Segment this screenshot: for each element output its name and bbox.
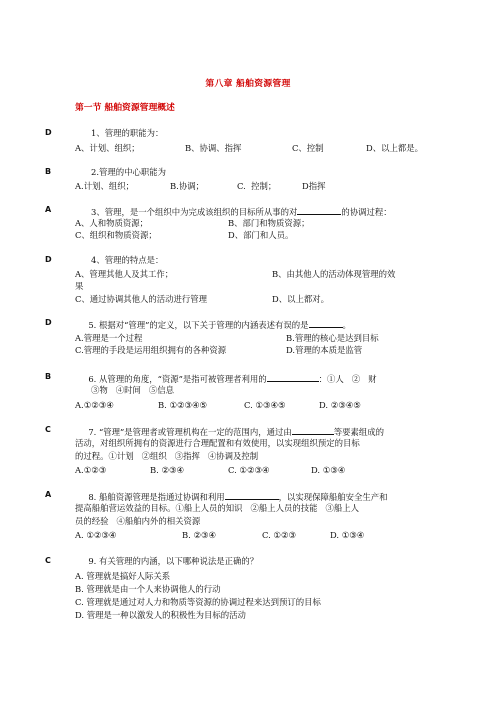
option-a: A.计划、组织； <box>75 181 134 191</box>
option-d: D. ②③④⑤ <box>319 400 361 410</box>
option-a: A.管理是一个过程 <box>75 333 143 343</box>
option-a: A、管理其他人及其工作； <box>75 269 174 279</box>
option-d: D、以上都对。 <box>272 294 329 304</box>
option-b: B.管理的核心是达到目标 <box>286 333 379 343</box>
option-b: B. 管理就是由一个人来协调他人的行动 <box>75 584 221 594</box>
question-stem-line3: 员的经验 ④船舶内外的相关资源 <box>75 516 201 526</box>
option-c: C. 管理就是通过对人力和物质等资源的协调过程来达到预订的目标 <box>75 597 321 607</box>
option-a: A. 管理就是搞好人际关系 <box>75 571 171 581</box>
fill-blank <box>225 490 279 500</box>
answer-key: C <box>45 556 51 565</box>
option-a: A.①②③④ <box>75 400 114 410</box>
question-stem-line2: 提高船舶营运效益的目标。①船上人员的知识 ②船上人员的技能 ③船上人 <box>75 503 359 513</box>
answer-key: B <box>45 167 52 176</box>
option-c: C. ①②③ <box>262 530 296 540</box>
answer-key: B <box>45 372 52 381</box>
question-stem: 9. 有关管理的内涵，以下哪种说法是正确的？ <box>88 556 259 566</box>
answer-key: D <box>45 255 52 264</box>
question-stem: 6. 从管理的角度，“资源”是指可被管理者利用的 ：①人 ② 财 <box>88 374 377 384</box>
option-b: B.协调； <box>170 181 204 191</box>
option-d: D指挥 <box>302 181 326 191</box>
answer-key: C <box>45 425 51 434</box>
fill-blank <box>267 372 319 382</box>
option-b-continued: 果 <box>75 281 84 291</box>
answer-key: A <box>45 490 52 499</box>
section-title: 第一节 船舶资源管理概述 <box>75 103 175 113</box>
option-d: D.管理的本质是监管 <box>286 345 363 355</box>
question-stem-line2: ③物 ④时间 ⑤信息 <box>91 385 174 395</box>
question-stem: 1、管理的职能为： <box>91 128 164 138</box>
option-b: B、部门和物质资源； <box>228 218 310 228</box>
chapter-title: 第八章 船舶资源管理 <box>205 79 291 89</box>
question-stem: 3、管理，是一个组织中为完成该组织的目标所从事的对 的协调过程： <box>91 207 392 217</box>
question-stem-line2: 活动，对组织所拥有的资源进行合理配置和有效使用，以实现组织预定的目标 <box>75 438 360 448</box>
option-d: D、部门和人员。 <box>228 230 294 240</box>
option-a: A、计划、组织； <box>75 143 140 153</box>
option-d: D、以上都是。 <box>366 143 423 153</box>
option-c: C、通过协调其他人的活动进行管理 <box>75 294 208 304</box>
option-b: B、协调、指挥 <box>185 143 242 153</box>
answer-key: D <box>45 128 52 137</box>
answer-key: A <box>45 205 52 214</box>
option-b: B. ②③④ <box>182 530 217 540</box>
option-c: C、组织和物质资源； <box>75 230 157 240</box>
option-d: D. 管理是一种以激发人的积极性为目标的活动 <box>75 610 246 620</box>
option-c: C.管理的手段是运用组织拥有的各种资源 <box>75 345 227 355</box>
fill-blank <box>309 318 343 328</box>
option-c: C. ①②③④ <box>228 465 270 475</box>
question-stem: 5. 根据对“管理”的定义，以下关于管理的内涵表述有误的是 。 <box>88 320 351 330</box>
option-a: A、人和物质资源； <box>75 218 149 228</box>
option-c: C、控制 <box>292 143 324 153</box>
option-a: A.①②③ <box>75 465 107 475</box>
option-b: B. ②③④ <box>150 465 185 475</box>
option-b: B. ①②③④⑤ <box>158 400 208 410</box>
question-stem: 7. “管理”是管理者或管理机构在一定的范围内，通过由 等要素组成的 <box>88 427 385 437</box>
fill-blank <box>297 205 341 215</box>
option-c: C. ①③④⑤ <box>244 400 286 410</box>
answer-key: D <box>45 318 52 327</box>
option-b: B、由其他人的活动体现管理的效 <box>272 269 396 279</box>
option-c: C. 控制； <box>237 181 277 191</box>
option-a: A. ①②③④ <box>75 530 117 540</box>
question-stem: 2.管理的中心职能为 <box>91 167 166 177</box>
fill-blank <box>292 425 334 435</box>
question-stem: 8. 船舶资源管理是指通过协调和利用 ，以实现保障船舶安全生产和 <box>88 492 388 502</box>
option-d: D. ①③④ <box>330 530 365 540</box>
option-d: D. ①③④ <box>311 465 346 475</box>
question-stem: 4、管理的特点是： <box>91 255 164 265</box>
question-stem-line3: 的过程。①计划 ②组织 ③指挥 ④协调及控制 <box>75 451 259 461</box>
